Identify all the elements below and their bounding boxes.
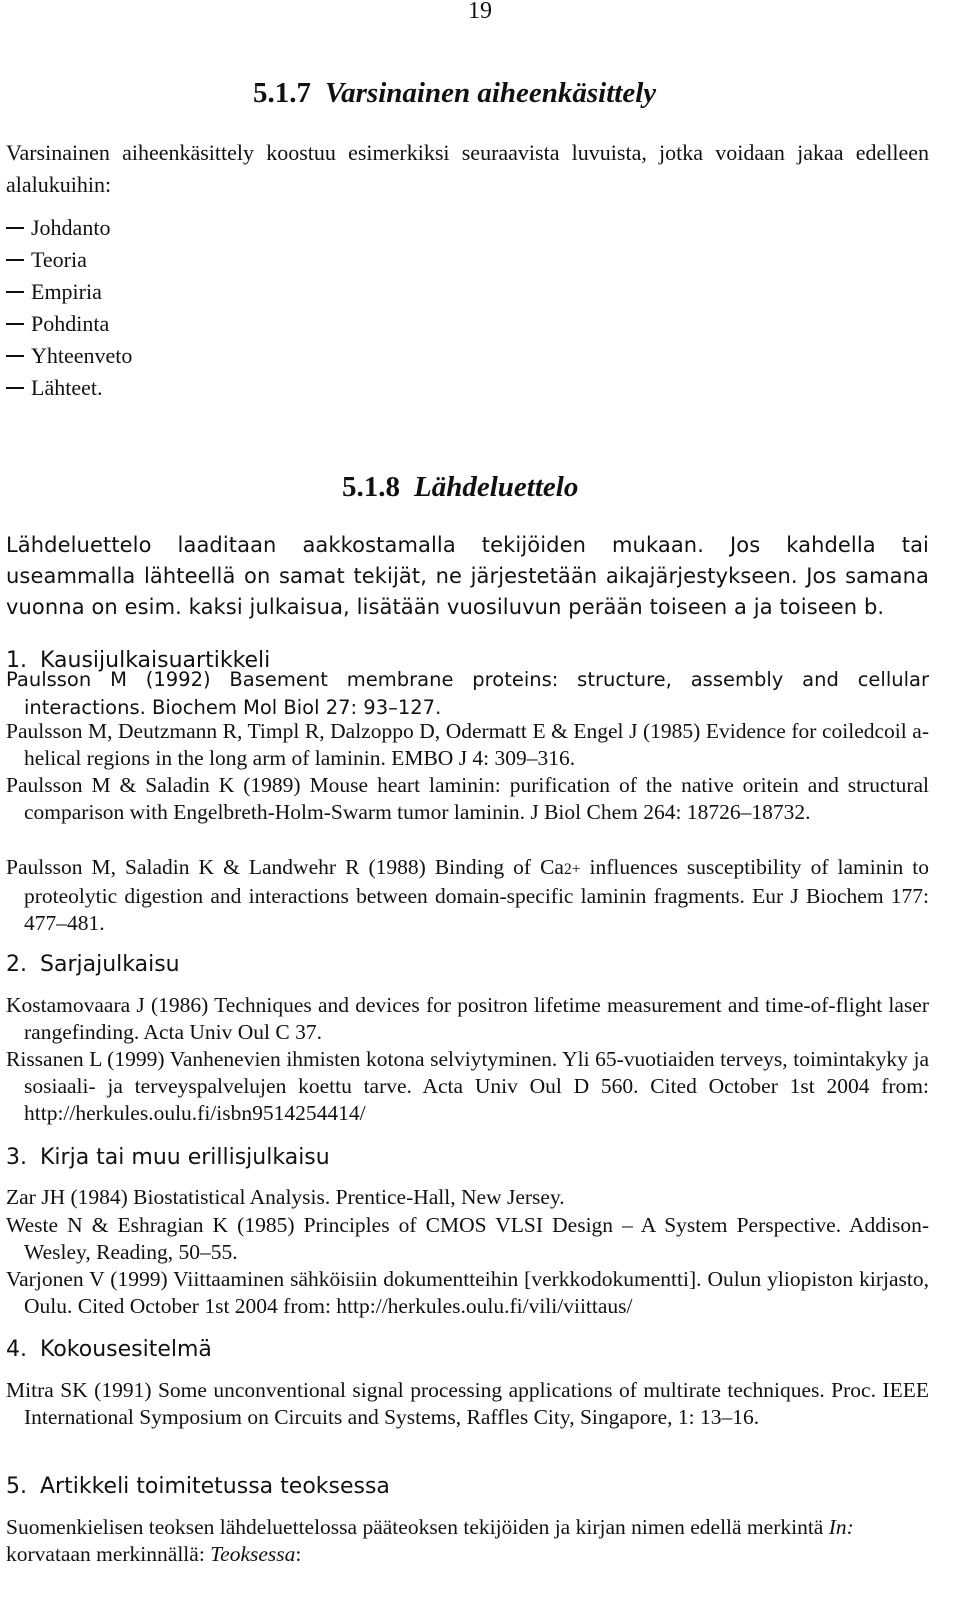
reference-type-heading: 1. Kausijulkaisuartikkeli — [6, 648, 271, 673]
list-item: Lähteet. — [6, 372, 132, 404]
reference-entry: Zar JH (1984) Biostatistical Analysis. Prentice-Hall, New Jersey. — [6, 1185, 565, 1209]
dash-bullet — [6, 291, 24, 293]
section-number: 5.1.8 — [342, 471, 400, 503]
reference-entry: Kostamovaara J (1986) Techniques and devices for positron lifetime measurement and time-of-flight laser rangefinding. Acta Univ Oul C 37. — [6, 993, 929, 1044]
section-heading-5-1-7 — [253, 76, 656, 110]
list-item: Johdanto — [6, 212, 132, 244]
reference-type-heading: 3. Kirja tai muu erillisjulkaisu — [6, 1145, 330, 1170]
dash-bullet — [6, 387, 24, 389]
dash-bullet — [6, 227, 24, 229]
reference-entry: Paulsson M & Saladin K (1989) Mouse heart laminin: purification of the native oritein and structural comparison with Engelbreth-Holm-Swarm tumor laminin. J Biol Chem 264: 18726–18732. — [6, 773, 929, 824]
reference-type-heading: 4. Kokousesitelmä — [6, 1337, 212, 1362]
section-title: Lähdeluettelo — [414, 471, 579, 503]
list-item: Teoria — [6, 244, 132, 276]
page-number: 19 — [468, 0, 492, 24]
dash-bullet — [6, 259, 24, 261]
section-title: Varsinainen aiheenkäsittely — [325, 77, 657, 109]
reference-entry: Rissanen L (1999) Vanhenevien ihmisten kotona selviytyminen. Yli 65-vuotiaiden terveys, toimintakyky ja sosiaali- ja terveyspalvelujen koettu tarve. Acta Univ Oul D 560. Cited October 1st 2004 from: http://herkules.oulu.fi/isbn9514254414/ — [6, 1047, 929, 1125]
reference-entry: Mitra SK (1991) Some unconventional signal processing applications of multirate techniques. Proc. IEEE International Symposium on Circuits and Systems, Raffles City, Singapore, 1: 13–16. — [6, 1378, 929, 1429]
reference-entry: Weste N & Eshragian K (1985) Principles of CMOS VLSI Design – A System Perspective. Addison-Wesley, Reading, 50–55. — [6, 1213, 929, 1264]
reference-type-heading: 2. Sarjajulkaisu — [6, 952, 180, 977]
dash-bullet — [6, 323, 24, 325]
reference-type-heading: 5. Artikkeli toimitetussa teoksessa — [6, 1474, 390, 1499]
chapter-list — [6, 212, 132, 404]
reference-entry: Paulsson M, Deutzmann R, Timpl R, Dalzoppo D, Odermatt E & Engel J (1985) Evidence for coiledcoil a-helical regions in the long arm of laminin. EMBO J 4: 309–316. — [6, 719, 929, 770]
section-heading-5-1-8 — [342, 470, 578, 504]
dash-bullet — [6, 355, 24, 357]
section-intro-paragraph: Varsinainen aiheenkäsittely koostuu esimerkiksi seuraavista luvuista, jotka voidaan jakaa edelleen alalukuihin: — [6, 140, 929, 197]
list-item: Yhteenveto — [6, 340, 132, 372]
section-number: 5.1.7 — [253, 77, 311, 109]
bibliography-intro-paragraph: Lähdeluettelo laaditaan aakkostamalla tekijöiden mukaan. Jos kahdella tai useammalla lähteellä on samat tekijät, ne järjestetään aikajärjestykseen. Jos samana vuonna on esim. kaksi julkaisua, lisätään vuosiluvun perään toiseen a ja toiseen b. — [6, 533, 929, 619]
reference-entry: Paulsson M, Saladin K & Landwehr R (1988) Binding of Ca2+ influences susceptibility of laminin to proteolytic digestion and interactions between domain-specific laminin fragments. Eur J Biochem 177: 477–481. — [6, 855, 929, 935]
reference-entry: Paulsson M (1992) Basement membrane proteins: structure, assembly and cellular interactions. Biochem Mol Biol 27: 93–127. — [6, 668, 929, 719]
list-item: Pohdinta — [6, 308, 132, 340]
list-item: Empiria — [6, 276, 132, 308]
closing-paragraph: Suomenkielisen teoksen lähdeluettelossa pääteoksen tekijöiden ja kirjan nimen edellä merkintä In: korvataan merkinnällä: Teoksessa: — [6, 1515, 854, 1566]
reference-entry: Varjonen V (1999) Viittaaminen sähköisiin dokumentteihin [verkkodokumentti]. Oulun yliopiston kirjasto, Oulu. Cited October 1st 2004 from: http://herkules.oulu.fi/vili/viittaus/ — [6, 1267, 929, 1318]
